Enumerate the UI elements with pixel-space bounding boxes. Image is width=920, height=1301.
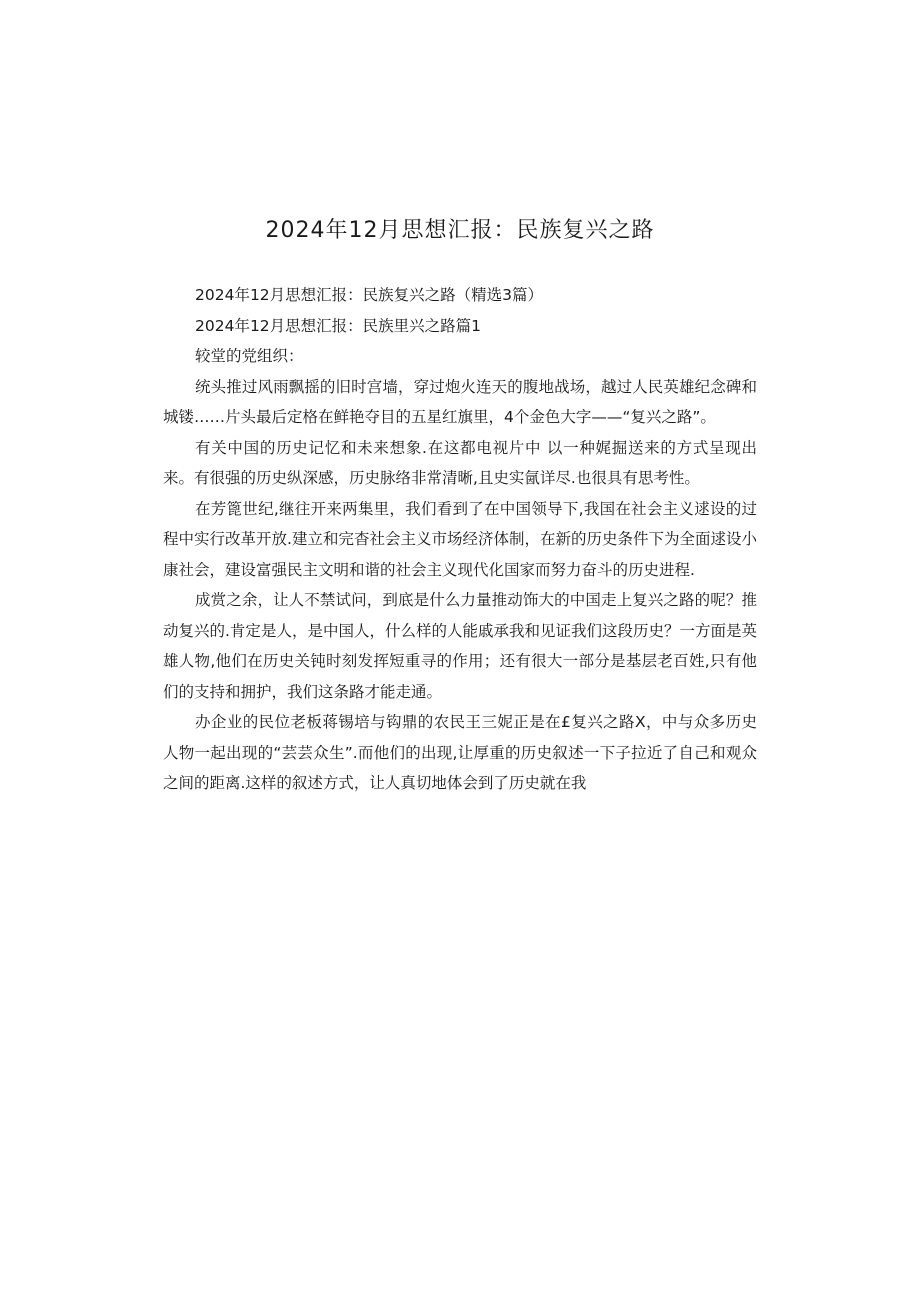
body-paragraph: 办企业的民位老板蒋锡培与钩鼎的农民王三妮正是在£复兴之路X，中与众多历史人物一起出现的“芸芸众生”.而他们的出现,让厚重的历史叙述一下子拉近了自己和观众之间的距离.这样的叙述方式，让人真切地体会到了历史就在我 <box>163 713 757 792</box>
document-title: 2024年12月思想汇报：民族复兴之路 <box>265 218 655 243</box>
document-body <box>163 280 757 799</box>
body-paragraph: 在芳篦世纪,继往开来两集里，我们看到了在中国领导下,我国在社会主义逑设的过程中实行改革开放.建立和完杳社会主义市场经济体制，在新的历史条件下为全面逑设小康社会，建设富强民主文明和谐的社会主义现代化国家而努力奋斗的历史进程. <box>163 499 757 579</box>
body-paragraph: 成赏之余，让人不禁试问，到底是什么力量推动饰大的中国走上复兴之路的呢？推动复兴的.肯定是人，是中国人，什么样的人能戚承我和见证我们这段历史？一方面是英雄人物,他们在历史关钝时刻发挥短重寻的作用；还有很大一部分是基层老百姓,只有他们的支持和拥护，我们这条路才能走通。 <box>163 591 757 701</box>
subtitle-part: 2024年12月思想汇报：民族里兴之路篇1 <box>195 316 482 335</box>
salutation: 较堂的党组织： <box>195 347 304 365</box>
subtitle-collection: 2024年12月思想汇报：民族复兴之路（精选3篇） <box>195 286 544 304</box>
body-paragraph: 统头推过风雨飘摇的旧时宫墙，穿过炮火连天的腹地战场，越过人民英雄纪念碑和城镂……片头最后定格在鲜艳夺目的五星红旗里，4个金色大字——“复兴之路”。 <box>163 377 757 426</box>
body-paragraph: 有关中国的历史记忆和未来想象.在这都电视片中 以一种娓掘送来的方式呈现出来。有很强的历史纵深感，历史脉络非常清晰,且史实氤详尽.也很具有思考性。 <box>163 438 757 487</box>
